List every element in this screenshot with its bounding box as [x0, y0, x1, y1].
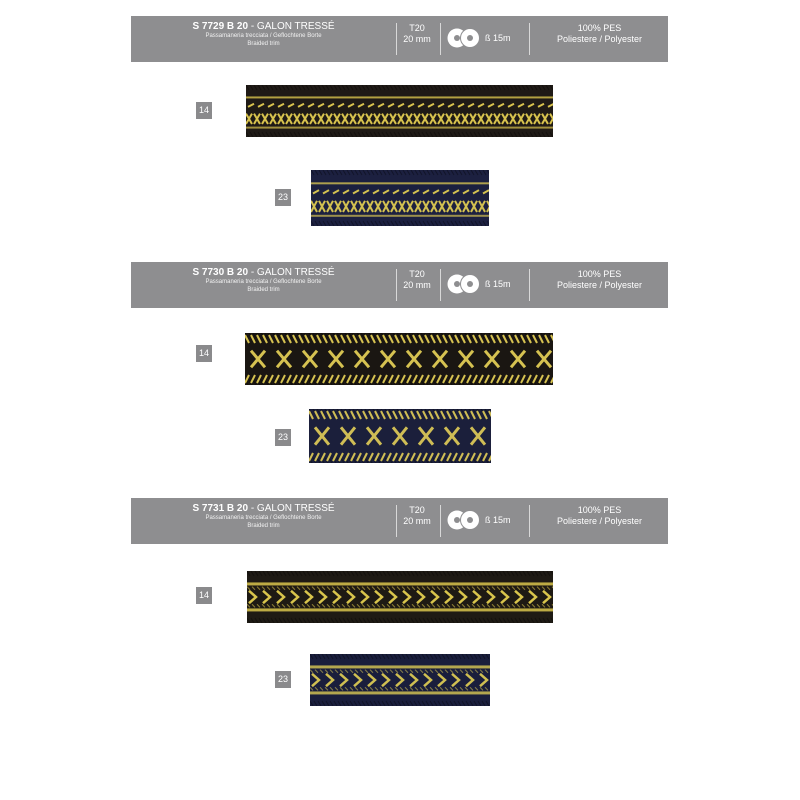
product-desc-line-2: Braided trim — [247, 40, 280, 47]
size-column — [397, 498, 437, 544]
length-value — [485, 33, 511, 43]
spool-column — [441, 16, 526, 62]
length-sign: ß — [485, 515, 493, 525]
size-mm: 20 mm — [403, 280, 431, 290]
product-header — [131, 262, 668, 308]
size-column — [397, 16, 437, 62]
length-sign: ß — [485, 33, 493, 43]
product-desc-line-1: Passamaneria trecciata / Geflochtene Borte — [205, 33, 322, 39]
length-value — [485, 515, 511, 525]
length-text: 15m — [493, 515, 511, 525]
product-title — [131, 503, 396, 515]
product-name: - GALON TRESSÉ — [248, 503, 335, 514]
trim-swatch-23[interactable] — [310, 654, 490, 706]
size-column — [397, 262, 437, 308]
trim-swatch-23[interactable] — [309, 409, 491, 463]
trim-swatch-14[interactable] — [247, 571, 553, 623]
product-code: S 7731 B 20 — [192, 503, 249, 514]
spool-icon — [447, 508, 481, 532]
trim-swatch-14[interactable] — [245, 333, 553, 385]
product-desc-line-1: Passamaneria trecciata / Geflochtene Borte — [205, 279, 322, 285]
spool-icon — [447, 26, 481, 50]
product-name: - GALON TRESSÉ — [248, 267, 335, 278]
length-text: 15m — [493, 279, 511, 289]
variant-label: 14 — [196, 345, 212, 362]
variant-label: 23 — [275, 189, 291, 206]
trim-swatch-14[interactable] — [246, 85, 553, 137]
product-desc-line-1: Passamaneria trecciata / Geflochtene Borte — [205, 515, 322, 521]
product-name-column — [131, 498, 396, 544]
trim-swatch-23[interactable] — [311, 170, 489, 226]
length-value — [485, 279, 511, 289]
material-composition: 100% PES — [577, 505, 622, 515]
material-column — [531, 16, 668, 62]
material-column — [531, 498, 668, 544]
size-code: T20 — [409, 505, 425, 515]
product-name-column — [131, 16, 396, 62]
spool-column — [441, 262, 526, 308]
length-text: 15m — [493, 33, 511, 43]
material-composition: 100% PES — [577, 23, 622, 33]
length-sign: ß — [485, 279, 493, 289]
spool-icon — [447, 272, 481, 296]
product-name-column — [131, 262, 396, 308]
product-name: - GALON TRESSÉ — [248, 21, 335, 32]
product-desc-line-2: Braided trim — [247, 522, 280, 529]
material-composition: 100% PES — [577, 269, 622, 279]
material-names: Poliestere / Polyester — [556, 280, 643, 290]
material-column — [531, 262, 668, 308]
product-desc-line-2: Braided trim — [247, 286, 280, 293]
variant-label: 14 — [196, 587, 212, 604]
variant-label: 23 — [275, 429, 291, 446]
material-names: Poliestere / Polyester — [556, 34, 643, 44]
material-names: Poliestere / Polyester — [556, 516, 643, 526]
product-header — [131, 16, 668, 62]
size-mm: 20 mm — [403, 34, 431, 44]
product-title — [131, 21, 396, 33]
size-mm: 20 mm — [403, 516, 431, 526]
variant-label: 23 — [275, 671, 291, 688]
size-code: T20 — [409, 269, 425, 279]
product-code: S 7730 B 20 — [192, 267, 249, 278]
variant-label: 14 — [196, 102, 212, 119]
size-code: T20 — [409, 23, 425, 33]
product-title — [131, 267, 396, 279]
product-code: S 7729 B 20 — [192, 21, 249, 32]
product-header — [131, 498, 668, 544]
spool-column — [441, 498, 526, 544]
